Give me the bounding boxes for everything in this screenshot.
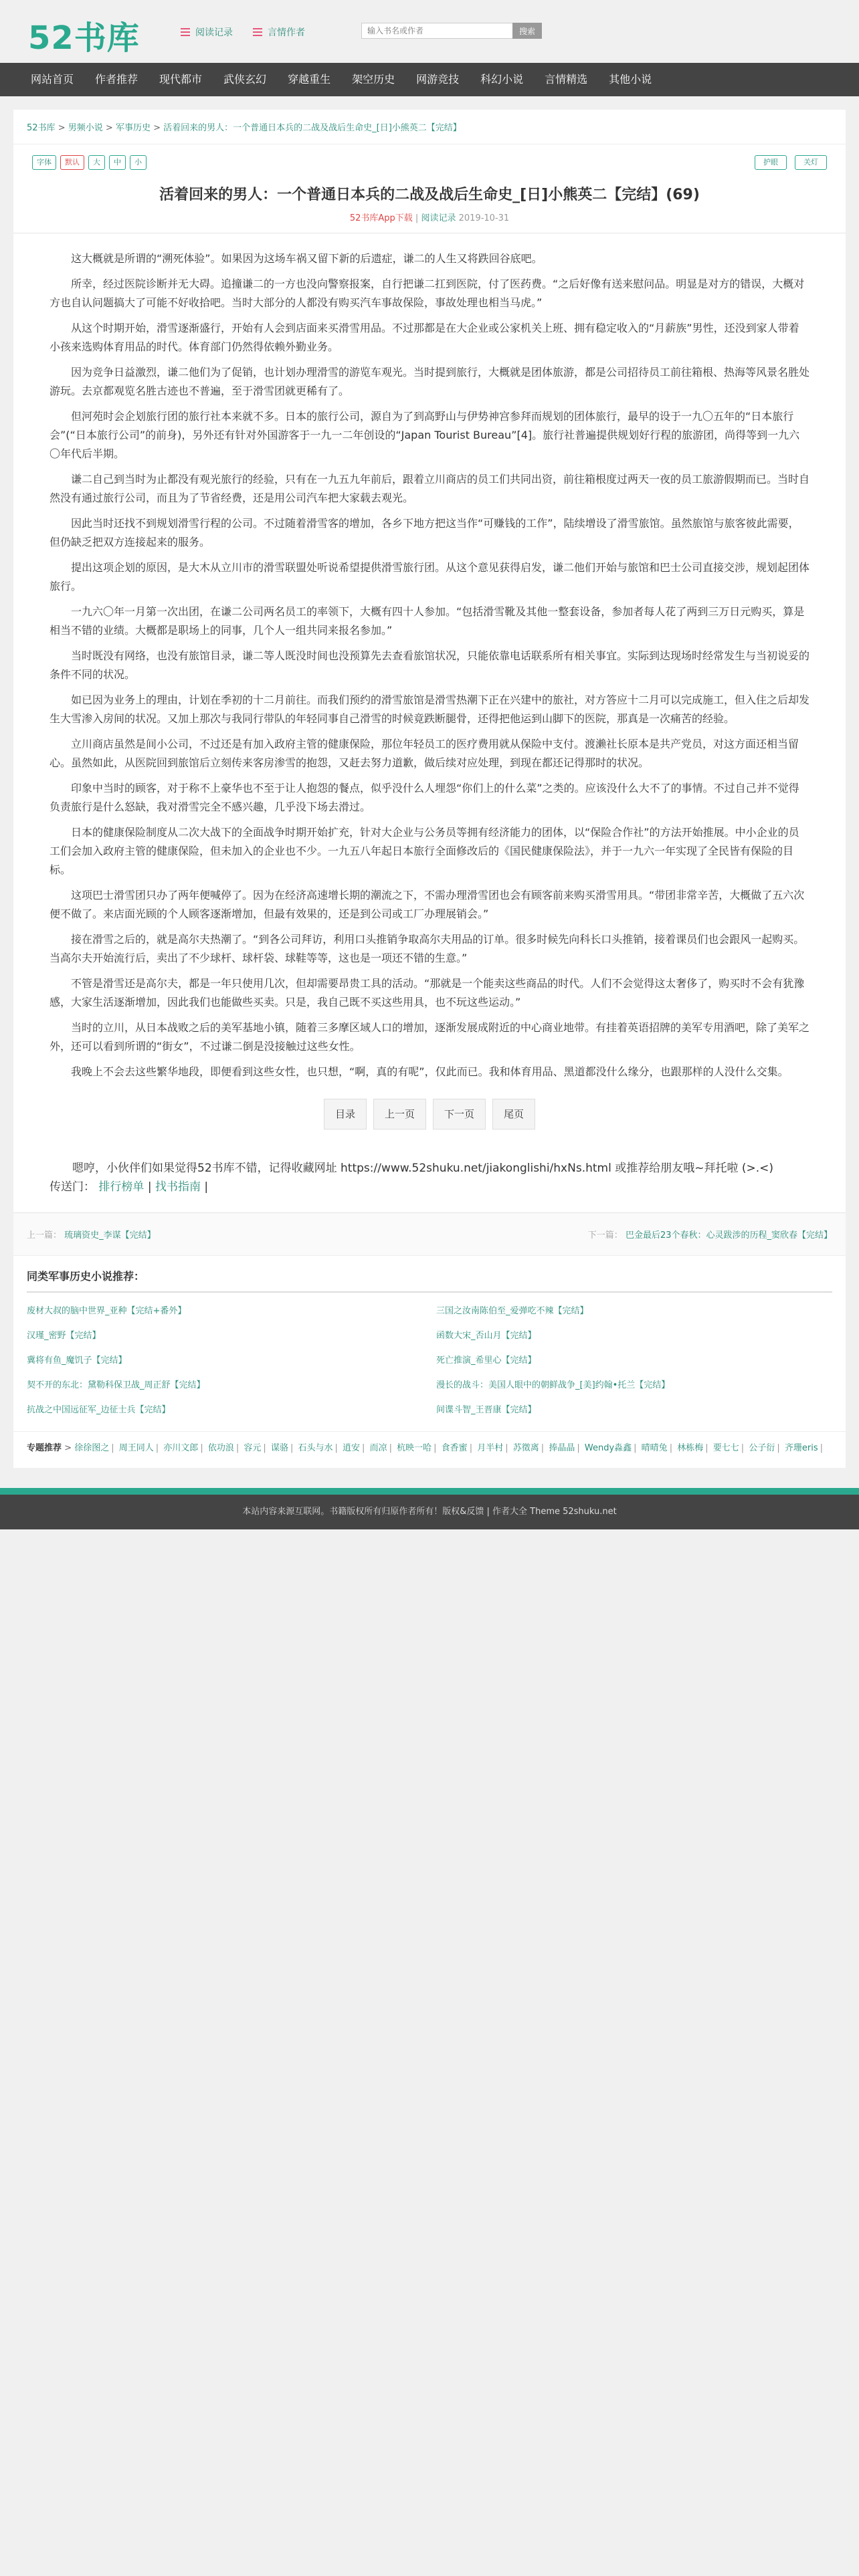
breadcrumb-sep: >	[105, 123, 113, 133]
nav-romance[interactable]: 言情精选	[545, 73, 588, 86]
pager	[50, 1099, 809, 1130]
paragraph: 日本的健康保险制度从二次大战下的全面战争时期开始扩充，针对大企业与公务员等拥有经济能力的团体，以“保险合作社”的方法开始推展。中小企业的员工们会加入政府主管的健康保险，但未加入的企业也不少。一九五八年起日本旅行全面修改后的《国民健康保险法》，并于一九六一年实现了全民皆有保险的目标。	[50, 826, 799, 876]
portal-sep: |	[147, 1180, 152, 1194]
prev-page-button[interactable]: 上一页	[373, 1099, 426, 1130]
nav-modern-city[interactable]: 现代都市	[159, 73, 203, 86]
book-guide-link[interactable]: 找书指南	[155, 1180, 201, 1194]
font-default-button[interactable]: 默认	[60, 155, 84, 170]
recommend-item[interactable]: 抗战之中国远征军_边征士兵【完结】	[27, 1405, 171, 1415]
font-large-button[interactable]: 大	[88, 155, 105, 170]
paragraph: 不管是滑雪还是高尔夫，都是一年只使用几次，但却需要昂贵工具的活动。“那就是一个能卖这些商品的时代。人们不会觉得这太奢侈了，购买时不会有犹豫感，大家生活逐渐增加，因此我们也能做些买卖。只是，我自己既不买这些用具，也不玩这些运动。”	[50, 977, 805, 1008]
portal-links	[50, 1178, 809, 1196]
nav-author-recommend[interactable]: 作者推荐	[95, 73, 138, 86]
search-button[interactable]: 搜索	[512, 23, 542, 39]
romance-author-label: 言情作者	[268, 27, 305, 38]
topic-link[interactable]: 容元	[244, 1443, 262, 1453]
reading-record-label: 阅读记录	[195, 27, 233, 38]
site-header	[0, 0, 859, 63]
paragraph: 所幸，经过医院诊断并无大碍。追撞谦二的一方也没向警察报案，自行把谦二扛到医院，付了医药费。“之后好像有送来慰问品。明显是对方的错误，大概对方也自认问题搞大了可能不好收拾吧。当时大部分的人都没有购买汽车事故保险，事故处理也相当马虎。”	[50, 278, 805, 309]
paragraph: 印象中当时的顾客，对于称不上豪华也不至于让人抱怨的餐点，似乎没什么人埋怨“你们上的什么菜”之类的。应该没什么大不了的事情。不过自己并不觉得负责旅行是什么怒缺，我对滑雪完全不感兴趣，几乎没下场去滑过。	[50, 782, 799, 813]
font-medium-button[interactable]: 中	[109, 155, 126, 170]
topic-link[interactable]: 周王同人	[118, 1443, 154, 1453]
next-article-link[interactable]: 巴金最后23个春秋：心灵跋涉的历程_窦欣春【完结】	[625, 1230, 832, 1241]
breadcrumb	[13, 110, 846, 144]
next-page-button[interactable]: 下一页	[433, 1099, 486, 1130]
romance-author-link[interactable]	[253, 25, 305, 39]
font-label-button[interactable]: 字体	[32, 155, 56, 170]
publish-date: 2019-10-31	[458, 213, 510, 223]
breadcrumb-book[interactable]: 活着回来的男人：一个普通日本兵的二战及战后生命史_[日]小熊英二【完结】	[163, 123, 462, 133]
topic-link[interactable]: 苏徵离	[512, 1443, 539, 1453]
app-download-link[interactable]: 52书库App下载	[349, 213, 413, 223]
paragraph: 这项巴士滑雪团只办了两年便喊停了。因为在经济高速增长期的潮流之下，不需办理滑雪团也会有顾客前来购买滑雪用具。“带团非常辛苦，大概做了五六次便不做了。来店面光顾的个人顾客逐渐增加，但最有效果的，还是到公司或工厂办理展销会。”	[50, 889, 805, 920]
list-icon	[253, 28, 262, 36]
topic-label: 专题推荐	[27, 1443, 62, 1453]
paragraph: 立川商店虽然是间小公司，不过还是有加入政府主管的健康保险，那位年轻员工的医疗费用就从保险中支付。渡濑社长原本是共产党员，对这方面还相当留心。虽然如此，从医院回到旅馆后立刻传来客房渗雪的抱怨，又赶去努力道歉，做后续对应处理，到现在都还记得那时的状况。	[50, 738, 799, 769]
topic-link[interactable]: 月半村	[477, 1443, 504, 1453]
paragraph: 如已因为业务上的理由，计划在季初的十二月前往。而我们预约的滑雪旅馆是滑雪热潮下正在兴建中的旅社，对方答应十二月可以完成施工，但入住之后却发生大雪渗入房间的状况。又加上那次与我同行带队的年轻同事自己滑雪的时候竟跌断腿骨，还得把他运到山脚下的医院，那真是一次痛苦的经验。	[50, 693, 810, 725]
last-page-button[interactable]: 尾页	[492, 1099, 535, 1130]
reading-record-link[interactable]: 阅读记录	[421, 213, 456, 223]
breadcrumb-sep: >	[153, 123, 161, 133]
main-nav	[0, 63, 859, 96]
topic-arrow: >	[64, 1443, 72, 1453]
site-logo[interactable]: 52书库	[28, 19, 140, 57]
topic-link[interactable]: 齐珊eris	[784, 1443, 818, 1453]
paragraph: 当时既没有网络，也没有旅馆目录，谦二等人既没时间也没预算先去查看旅馆状况，只能依靠电话联系所有相关事宜。实际到达现场时经常发生与当初说妥的条件不同的状况。	[50, 649, 810, 681]
paragraph: 但河苑时会企划旅行团的旅行社本来就不多。日本的旅行公司，源自为了到高野山与伊势神宫参拜而规划的团体旅行，最早的设于一九〇五年的“日本旅行会”(“日本旅行公司”的前身)，另外还有针对外国游客于一九一二年创设的“Japan Tourist Bureau”[4]。旅行社普遍提供规划好行程的旅游团，尚得等到一九六〇年代后半期。	[50, 410, 800, 460]
paragraph: 这大概就是所谓的“溯死体验”。如果因为这场车祸又留下新的后遗症，谦二的人生又将跌回谷底吧。	[71, 252, 543, 265]
prev-article-link[interactable]: 琉璃资史_李谋【完结】	[64, 1230, 156, 1241]
topic-link[interactable]: 谋骆	[270, 1443, 288, 1453]
tip-text: 嗯哼，小伙伴们如果觉得52书库不错，记得收藏网址 https://www.52shuku.net/jiakonglishi/hxNs.html 或推荐给朋友哦~拜托啦 (>.<)	[72, 1162, 774, 1175]
breadcrumb-male[interactable]: 男频小说	[68, 123, 103, 133]
paragraph: 提出这项企划的原因，是大木从立川市的滑雪联盟处听说希望提供滑雪旅行团。从这个意见获得启发，谦二他们开始与旅馆和巴士公司直接交涉，规划起团体旅行。	[50, 561, 810, 593]
main-container	[13, 110, 846, 1468]
recommend-item[interactable]: 函数大宋_否山月【完结】	[436, 1331, 537, 1341]
paragraph: 一九六〇年一月第一次出团，在谦二公司两名员工的率领下，大概有四十人参加。“包括滑雪靴及其他一整套设备，参加者每人花了两到三万日元购买，算是相当不错的业绩。大概都是职场上的同事，几个人一组共同来报名参加。”	[50, 605, 805, 637]
article-meta	[27, 211, 832, 223]
recommend-item[interactable]: 冀将有鱼_魔饥子【完结】	[27, 1356, 127, 1366]
paragraph: 因此当时还找不到规划滑雪行程的公司。不过随着滑雪客的增加，各乡下地方把这当作“可赚钱的工作”，陆续增设了滑雪旅馆。虽然旅馆与旅客彼此需要，但仍缺乏把双方连接起来的服务。	[50, 517, 799, 548]
nav-online-game[interactable]: 网游竞技	[416, 73, 460, 86]
breadcrumb-sep: >	[58, 123, 66, 133]
toc-button[interactable]: 目录	[324, 1099, 367, 1130]
topic-link[interactable]: Wendy淼鑫	[584, 1443, 632, 1453]
topic-link[interactable]: 杭映一哈	[397, 1443, 432, 1453]
topic-link[interactable]: 亦川文郎	[163, 1443, 199, 1453]
next-label: 下一篇：	[587, 1230, 623, 1241]
reading-record-link[interactable]	[181, 25, 233, 39]
view-tools	[755, 155, 827, 170]
bookmark-tip	[13, 1159, 846, 1213]
recommend-section	[13, 1256, 846, 1432]
lights-off-button[interactable]: 关灯	[795, 155, 827, 170]
topic-recommend: 专题推荐 > 徐徐图之 | 周王同人 | 亦川文郎 | 依功浪 | 容元 | 谋骆 | 石头与水 | 逍安 | 而凉 | 杭映一哈 | 食香蜜 | 月半村 | 苏徵离 | 捧晶晶 | Wendy淼鑫 | 晴晴兔 | 林栋梅 | 要七七 | 公子衍 | 齐珊eris |	[27, 1443, 823, 1453]
page-title: 活着回来的男人：一个普通日本兵的二战及战后生命史_[日]小熊英二【完结】(69)	[159, 187, 700, 203]
article-header	[13, 144, 846, 233]
recommend-item[interactable]: 契不开的东北：黛勒科保卫战_周正舒【完结】	[27, 1380, 205, 1390]
breadcrumb-military[interactable]: 军事历史	[115, 123, 151, 133]
topic-link[interactable]: 石头与水	[298, 1443, 333, 1453]
footer-accent-bar	[0, 1488, 859, 1495]
portal-label: 传送门：	[50, 1180, 95, 1194]
nav-other[interactable]: 其他小说	[609, 73, 652, 86]
topic-link[interactable]: 而凉	[369, 1443, 387, 1453]
recommend-item[interactable]: 间谍斗智_王晋康【完结】	[436, 1405, 537, 1415]
eye-care-button[interactable]: 护眼	[755, 155, 787, 170]
recommend-item[interactable]: 漫长的战斗：美国人眼中的朝鲜战争_[美]约翰•托兰【完结】	[436, 1380, 670, 1390]
topic-link[interactable]: 逍安	[343, 1443, 361, 1453]
paragraph: 我晚上不会去这些繁华地段，即便看到这些女性，也只想，“啊，真的有呢”，仅此而已。我和体育用品、黑道都没什么缘分，也跟那样的人没什么交集。	[71, 1065, 789, 1078]
topic-link[interactable]: 林栋梅	[677, 1443, 704, 1453]
topic-link[interactable]: 晴晴兔	[641, 1443, 668, 1453]
font-tools	[32, 155, 147, 170]
nav-scifi[interactable]: 科幻小说	[480, 73, 524, 86]
paragraph: 因为竞争日益激烈，谦二他们为了促销，也计划办理滑雪的游览车观光。当时提到旅行，大概就是团体旅游，都是公司招待员工前往箱根、热海等风景名胜处游玩。去京都观览名胜古迹也不普遍，至于滑雪团就更稀有了。	[50, 366, 810, 397]
recommend-title: 同类军事历史小说推荐：	[27, 1268, 832, 1293]
breadcrumb-home[interactable]: 52书库	[27, 123, 56, 133]
topic-link[interactable]: 公子衍	[749, 1443, 775, 1453]
list-icon	[181, 28, 190, 36]
meta-sep: |	[415, 213, 419, 223]
font-small-button[interactable]: 小	[130, 155, 147, 170]
topic-link[interactable]: 要七七	[712, 1443, 739, 1453]
site-footer: 本站内容来源互联网。书籍版权所有归原作者所有！版权&反馈 | 作者大全 Theme 52shuku.net	[0, 1495, 859, 1529]
nav-wuxia-fantasy[interactable]: 武侠玄幻	[223, 73, 267, 86]
paragraph: 当时的立川，从日本战败之后的美军基地小镇，随着三多摩区域人口的增加，逐渐发展成附近的中心商业地带。有挂着英语招牌的美军专用酒吧，除了美军之外，还可以看到所谓的“街女”，不过谦二倒是没接触过这些女性。	[50, 1021, 810, 1053]
topic-link[interactable]: 徐徐图之	[74, 1443, 110, 1453]
next-article	[588, 1228, 832, 1241]
prev-next-articles	[13, 1213, 846, 1256]
ranking-link[interactable]: 排行榜单	[98, 1180, 145, 1194]
topic-link[interactable]: 依功浪	[207, 1443, 234, 1453]
paragraph: 从这个时期开始，滑雪逐渐盛行，开始有人会到店面来买滑雪用品。不过那都是在大企业或公家机关上班、拥有稳定收入的“月薪族”男性，还没到家人带着小孩来选购体育用品的时代。体育部门仍然得依赖外勤业务。	[50, 322, 799, 353]
paragraph: 谦二自己到当时为止都没有观光旅行的经验，只有在一九五九年前后，跟着立川商店的员工们共同出资，前往箱根度过两天一夜的员工旅游假期而已。当时自然没有通过旅行公司，而且为了节省经费，还是用公司汽车把大家载去观光。	[50, 473, 810, 504]
recommend-item[interactable]: 死亡推演_希里心【完结】	[436, 1356, 537, 1366]
recommend-list	[27, 1303, 832, 1415]
search-bar	[361, 23, 542, 39]
paragraph: 接在滑雪之后的，就是高尔夫热潮了。“到各公司拜访，利用口头推销争取高尔夫用品的订单。很多时候先向科长口头推销，接着课员们也会跟风一起购买。当高尔夫开始流行后，卖出了不少球杆、球杆袋、球鞋等等，这也是一项还不错的生意。”	[50, 933, 805, 964]
topic-link[interactable]: 食香蜜	[441, 1443, 468, 1453]
nav-alt-history[interactable]: 架空历史	[352, 73, 395, 86]
search-input[interactable]	[361, 23, 512, 39]
topic-link[interactable]: 捧晶晶	[549, 1443, 575, 1453]
nav-time-travel[interactable]: 穿越重生	[288, 73, 331, 86]
nav-home[interactable]: 网站首页	[31, 73, 74, 86]
prev-article	[27, 1228, 156, 1241]
prev-label: 上一篇：	[27, 1230, 62, 1241]
recommend-item[interactable]: 三国之汝南陈伯至_爱弹吃不辣【完结】	[436, 1306, 589, 1316]
recommend-item[interactable]: 废材大叔的脑中世界_亚种【完结+番外】	[27, 1306, 187, 1316]
portal-sep: |	[204, 1180, 209, 1194]
recommend-item[interactable]: 汉瑾_密野【完结】	[27, 1331, 101, 1341]
article-content	[13, 233, 846, 1159]
